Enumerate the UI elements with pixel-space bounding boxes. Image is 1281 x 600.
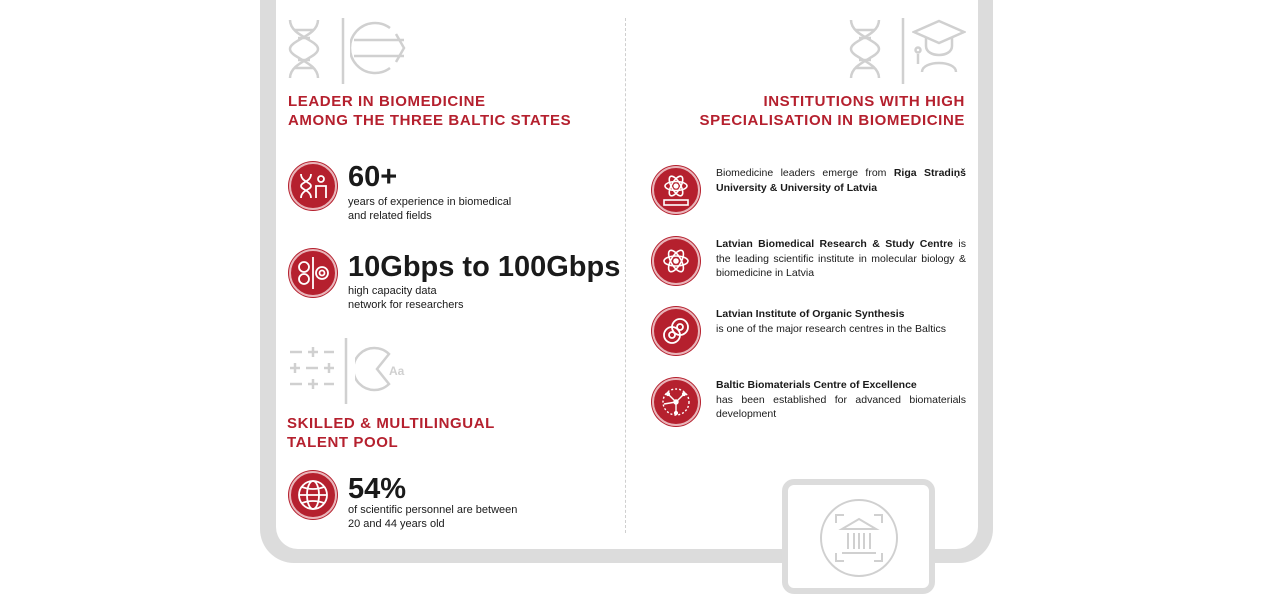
dna-icon (847, 18, 883, 80)
network-desc: high capacity data network for researchers (348, 285, 464, 311)
atom-icon (652, 166, 700, 214)
institutions-heading: INSTITUTIONS WITH HIGH SPECIALISATION IN BIOMEDICINE (699, 93, 965, 129)
institution-text-1: Biomedicine leaders emerge from Riga Stradiņš University & University of Latvia (716, 167, 967, 194)
experience-value: 60+ (348, 161, 398, 193)
leader-heading: LEADER IN BIOMEDICINE AMONG THE THREE BALTIC STATES (288, 93, 572, 129)
experience-desc: years of experience in biomedical and related fields (348, 196, 512, 222)
institution-text-2: Latvian Biomedical Research & Study Centre is the leading scientific institute in molecular biology & biomedicine in Latvia (716, 238, 967, 279)
column-divider (625, 18, 626, 533)
network-icon (289, 249, 337, 297)
separator-line (344, 338, 348, 404)
network-value: 10Gbps to 100Gbps (348, 251, 621, 283)
math-symbols-icon (288, 344, 336, 392)
cell-icon (652, 307, 700, 355)
atom-icon (652, 237, 700, 285)
language-head-icon (355, 344, 411, 394)
dna-person-icon (289, 162, 337, 210)
talent-value: 54% (348, 473, 407, 505)
talent-heading: SKILLED & MULTILINGUAL TALENT POOL (287, 415, 495, 451)
institution-icon (818, 497, 900, 579)
separator-line (341, 18, 345, 84)
institution-text-4: Baltic Biomaterials Centre of Excellence has been established for advanced biomaterials development (716, 379, 966, 420)
dna-icon (286, 18, 322, 80)
graduate-icon (912, 18, 966, 74)
molecule-network-icon (652, 378, 700, 426)
institution-tab (782, 479, 935, 594)
separator-line (901, 18, 905, 84)
arrows-icon (350, 20, 406, 76)
institution-text-3: Latvian Institute of Organic Synthesis is one of the major research centres in the Baltics (716, 308, 946, 335)
svg-text:Aa: Aa (389, 364, 405, 378)
talent-desc: of scientific personnel are between 20 and 44 years old (348, 504, 518, 530)
globe-icon (289, 471, 337, 519)
